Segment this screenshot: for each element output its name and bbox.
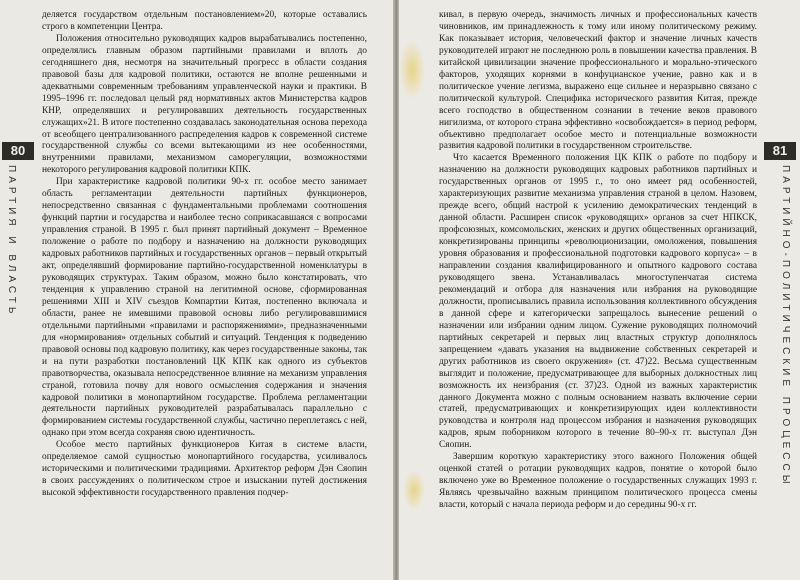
paragraph: деляется государством отдельным постановлением»20, которые оставались строго в компетенции Центра. bbox=[42, 10, 367, 32]
paragraph: При характеристике кадровой политики 90-х гг. особое место занимает область регламентации деятельности партийных функционеров, непосредственно связанная с фундаментальными проблемами соотношения функций партии и государства и наиболее тесно соприкасавшаяся с вопросами управления страной. В 1995 г. был принят партийный документ – Временное положение о работе по подбору и назначению на должности руководящих кадровых работников партийных и государственных органов – первый открытый акт, определявший формирование партийно-государственной номенклатуры в руководящих структурах. Таким образом, можно было констатировать, что тенденция к управлению страной на легитимной основе, сформированная решениями XIII и XIV съездов Компартии Китая, постепенно включала и области, ранее не имевшими правовой основы либо регулировавшимися отдельными партийными «правилами и распоряжениями», предназначенными для «нормирования» отдельных событий и ситуаций. Тенденция к подведению правовой основы под кадровую политику, как через государственные законы, так и на пути разработки постановлений ЦК КПК как одного из субъектов правотворчества, оказывала непосредственное влияние на механизм управления страной, готовила почву для нового осмысления содержания и значения кадровой политики в монопартийном государстве. Проблема регламентации деятельности партийных руководителей разрабатывалась параллельно с формированием системы государственной службы, частично переплетаясь с ней, однако при этом всегда сохраняя свою идентичность. bbox=[42, 177, 367, 439]
running-head-right: ПАРТИЙНО-ПОЛИТИЧЕСКИЕ ПРОЦЕССЫ bbox=[780, 165, 791, 488]
page-number-left: 80 bbox=[2, 142, 34, 160]
left-page bbox=[0, 0, 395, 580]
right-page bbox=[399, 0, 800, 580]
paragraph: Положения относительно руководящих кадров вырабатывались постепенно, определялись главным образом партийными правилами и вплоть до сегодняшнего дня, несмотря на значительный прогресс в области создания правовой базы для кадровой политики, остаются не вполне решенными и адекватными современным требованиям управленческой науки и практики. В 1995–1996 гг. последовал целый ряд нормативных актов Министерства кадров КНР, определявших и регулировавших деятельность государственных служащих»21. В итоге постепенно создавалась законодательная основа перехода от всеобщего централизованного распределения кадров к современной системе государственной службы со всеми вытекающими из нее особенностями, внутренними правилами, механизмом саморегуляции, возможностями некоторого регулирования кадровой политики КПК. bbox=[42, 33, 367, 176]
paragraph: кивал, в первую очередь, значимость личных и профессиональных качеств чиновников, им принадлежность к тому или иному политическому режиму. Как показывает история, человеческий фактор и значение личных качеств руководителей играют не последнюю роль в повышении качества правления. В китайской цивилизации значение профессионального и морально-этического факторов, уходящих корнями в конфуцианское учение, равно как и в политическое учение легизма, выражено еще сильнее и неразрывно связано с политической культурой. Специфика исторического развития Китая, прежде всего господство в общественном сознании в течение веков правового нигилизма, от которого страна эффективно «освобождается» в период реформ, объективно предполагает особое место и потенциальные возможности развития кадровой политики в государственном строительстве. bbox=[439, 10, 757, 152]
paragraph: Завершим короткую характеристику этого важного Положения общей оценкой статей о ротации руководящих кадров, понятие о которой было включено уже во Временное положение о государственных служащих 1993 г. Являясь чрезвычайно важным принципом политического процесса смены власти, который с начала периода реформ и до середины 90-х гг. bbox=[439, 452, 757, 511]
running-head-left: ПАРТИЯ И ВЛАСТЬ bbox=[6, 165, 17, 318]
left-page-text bbox=[42, 10, 367, 500]
page-number-right: 81 bbox=[764, 142, 796, 160]
paragraph: Особое место партийных функционеров Китая в системе власти, определяемое самой сущностью монопартийного государства, усиливалось историческими и политическими традициями. Архитектор реформ Дэн Сяопин в своих рассуждениях о политическом строе и изыскании путей достижения высокой эффективности государственного правления подчер- bbox=[42, 440, 367, 499]
paragraph: Что касается Временного положения ЦК КПК о работе по подбору и назначению на должности руководящих кадровых работников партийных и государственных органов от 1995 г., то оно имеет ряд особенностей, характеризующих развитие механизма управления страной в целом. Назовем, прежде всего, общий настрой к усилению демократических тенденций в данной области. Расширен список «руководящих» органов за счет НПКСК, профсоюзных, комсомольских, женских и других общественных организаций, конкретизированы принципы «революционизации, омоложения, повышения уровня образования и профессиональной подготовки кадрового корпуса» – в направлении создания квалифицированного и опытного кадрового состава руководящего звена. Устанавливалась многоступенчатая система рекомендаций и отбора для назначения или избрания на руководящие должности, прописывались правила использования коллективного обсуждения в данной сфере и категорически запрещалось вынесение решений о назначении или избрании одним лицом. Сужение руководящих полномочий партийных секретарей и первых лиц властных структур дополнялось запрещением «давать указания на выдвижение собственных секретарей и других работников из своего окружения» (ст. 47)22. Весьма существенным выглядит и положение, предусматривающее для выборных должностных лиц возможность их неизбрания (ст. 37)23. Одной из важных характеристик данного Документа можно с полным основанием назвать включение серии статей, предусматривающих и конкретизирующих идеи коллективности руководства и контроля над процессом избрания и назначения руководящих кадров, ярым поборником которого в течение 80–90-х гг. выступал Дэн Сяопин. bbox=[439, 153, 757, 451]
highlighter-stain bbox=[399, 40, 425, 100]
highlighter-stain bbox=[403, 470, 425, 510]
right-page-text bbox=[439, 10, 757, 512]
